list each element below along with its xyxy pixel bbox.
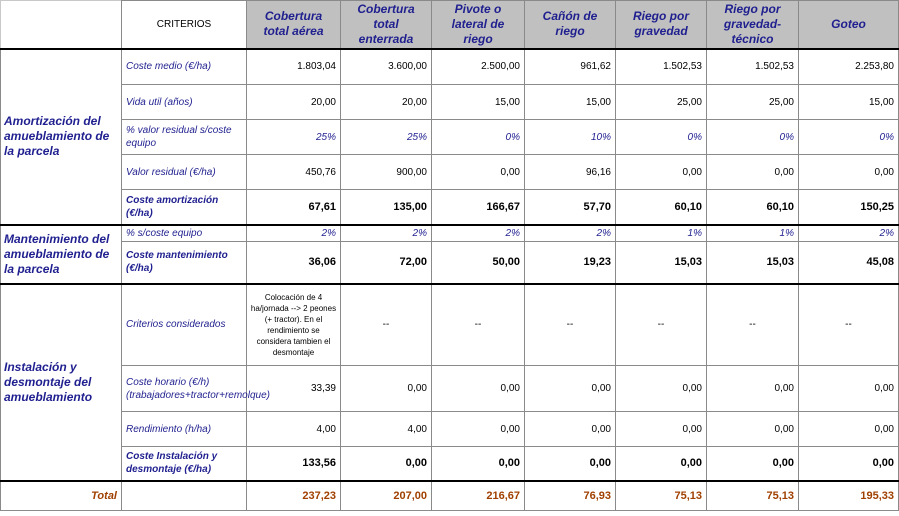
total-spacer xyxy=(122,481,247,511)
cell: 0,00 xyxy=(432,412,525,447)
cell: 0,00 xyxy=(707,366,799,412)
col-header-goteo: Goteo xyxy=(799,1,899,49)
col-header-gravedad: Riego por gravedad xyxy=(616,1,707,49)
col-header-pivote: Pivote o lateral de riego xyxy=(432,1,525,49)
total-cell: 75,13 xyxy=(616,481,707,511)
cell: 72,00 xyxy=(341,242,432,284)
table-row xyxy=(1,49,899,85)
cell: 900,00 xyxy=(341,155,432,190)
cell: -- xyxy=(432,284,525,366)
cell: 19,23 xyxy=(525,242,616,284)
row-label-coste-mantenimiento: Coste mantenimiento (€/ha) xyxy=(122,242,247,284)
col-header-cobertura-enterrada: Cobertura total enterrada xyxy=(341,1,432,49)
cell: 2.253,80 xyxy=(799,49,899,85)
table-row xyxy=(1,284,899,366)
cell: 0,00 xyxy=(525,447,616,481)
col-header-cobertura-aerea: Cobertura total aérea xyxy=(247,1,341,49)
cell: 0,00 xyxy=(432,447,525,481)
row-label-valor-residual-pct: % valor residual s/coste equipo xyxy=(122,120,247,155)
cell: 0,00 xyxy=(799,366,899,412)
cell: 0,00 xyxy=(799,155,899,190)
cell: 60,10 xyxy=(707,190,799,225)
row-label-coste-amortizacion: Coste amortización (€/ha) xyxy=(122,190,247,225)
cell: 15,00 xyxy=(799,85,899,120)
cell: -- xyxy=(707,284,799,366)
table-row xyxy=(1,366,899,412)
cell: 15,03 xyxy=(707,242,799,284)
cell: 0,00 xyxy=(525,412,616,447)
total-cell: 76,93 xyxy=(525,481,616,511)
section-mantenimiento: Mantenimiento del amueblamiento de la parcela xyxy=(1,225,122,284)
cell: 2% xyxy=(432,225,525,242)
row-label-vida-util: Vida util (años) xyxy=(122,85,247,120)
cell: 0% xyxy=(799,120,899,155)
cell: 20,00 xyxy=(247,85,341,120)
cell: 0,00 xyxy=(616,366,707,412)
cell: 961,62 xyxy=(525,49,616,85)
table-row xyxy=(1,412,899,447)
cell: 25,00 xyxy=(707,85,799,120)
cell: 2.500,00 xyxy=(432,49,525,85)
cell: 135,00 xyxy=(341,190,432,225)
table-row xyxy=(1,447,899,481)
cell: 166,67 xyxy=(432,190,525,225)
section-instalacion: Instalación y desmontaje del amueblamiento xyxy=(1,284,122,481)
cell: 1.502,53 xyxy=(707,49,799,85)
section-amortizacion: Amortización del amueblamiento de la parcela xyxy=(1,49,122,225)
cell-note: Colocación de 4 ha/jornada --> 2 peones (+ tractor). En el rendimiento se considera tambien el desmontaje xyxy=(247,284,341,366)
cell: 15,03 xyxy=(616,242,707,284)
cell: 0,00 xyxy=(432,366,525,412)
cell: -- xyxy=(341,284,432,366)
cell: 0,00 xyxy=(799,447,899,481)
criterios-header: CRITERIOS xyxy=(122,1,247,49)
table-row xyxy=(1,242,899,284)
row-label-rendimiento: Rendimiento (h/ha) xyxy=(122,412,247,447)
total-cell: 75,13 xyxy=(707,481,799,511)
cell: 1% xyxy=(707,225,799,242)
cell: 10% xyxy=(525,120,616,155)
cell: 0,00 xyxy=(707,412,799,447)
cell: 133,56 xyxy=(247,447,341,481)
cell: 33,39 xyxy=(247,366,341,412)
table-row xyxy=(1,85,899,120)
cell: 25% xyxy=(341,120,432,155)
cell: 1.502,53 xyxy=(616,49,707,85)
corner-cell xyxy=(1,1,122,49)
cell: 0,00 xyxy=(525,366,616,412)
cell: 0,00 xyxy=(341,366,432,412)
total-cell: 195,33 xyxy=(799,481,899,511)
table-row xyxy=(1,155,899,190)
cell: 0,00 xyxy=(707,155,799,190)
cell: 0,00 xyxy=(799,412,899,447)
cell: 15,00 xyxy=(525,85,616,120)
total-cell: 216,67 xyxy=(432,481,525,511)
cell: 2% xyxy=(341,225,432,242)
total-cell: 237,23 xyxy=(247,481,341,511)
row-label-coste-instalacion: Coste Instalación y desmontaje (€/ha) xyxy=(122,447,247,481)
cell: 0,00 xyxy=(707,447,799,481)
cell: 2% xyxy=(247,225,341,242)
cell: -- xyxy=(799,284,899,366)
table-row xyxy=(1,190,899,225)
cell: 96,16 xyxy=(525,155,616,190)
table-row xyxy=(1,225,899,242)
cell: 36,06 xyxy=(247,242,341,284)
cell: 50,00 xyxy=(432,242,525,284)
cell: 67,61 xyxy=(247,190,341,225)
cell: -- xyxy=(616,284,707,366)
cell: 60,10 xyxy=(616,190,707,225)
total-label: Total xyxy=(1,481,122,511)
col-header-gravedad-tecnico: Riego por gravedad-técnico xyxy=(707,1,799,49)
cell: 0,00 xyxy=(432,155,525,190)
cell: 57,70 xyxy=(525,190,616,225)
table-row xyxy=(1,120,899,155)
header-row xyxy=(1,1,899,49)
cell: 0% xyxy=(707,120,799,155)
cell: 1.803,04 xyxy=(247,49,341,85)
cell: 0,00 xyxy=(616,412,707,447)
cell: 2% xyxy=(525,225,616,242)
cell: 25,00 xyxy=(616,85,707,120)
row-label-criterios-considerados: Criterios considerados xyxy=(122,284,247,366)
cell: 3.600,00 xyxy=(341,49,432,85)
cell: 4,00 xyxy=(247,412,341,447)
cell: -- xyxy=(525,284,616,366)
cell: 0,00 xyxy=(341,447,432,481)
col-header-canon: Cañón de riego xyxy=(525,1,616,49)
cell: 450,76 xyxy=(247,155,341,190)
cell: 0% xyxy=(432,120,525,155)
row-label-coste-medio: Coste medio (€/ha) xyxy=(122,49,247,85)
row-label-valor-residual: Valor residual (€/ha) xyxy=(122,155,247,190)
cell: 0% xyxy=(616,120,707,155)
cell: 0,00 xyxy=(616,155,707,190)
cell: 25% xyxy=(247,120,341,155)
cell: 4,00 xyxy=(341,412,432,447)
cell: 150,25 xyxy=(799,190,899,225)
cell: 1% xyxy=(616,225,707,242)
cell: 0,00 xyxy=(616,447,707,481)
total-row xyxy=(1,481,899,511)
total-cell: 207,00 xyxy=(341,481,432,511)
row-label-pct-coste-equipo: % s/coste equipo xyxy=(122,225,247,242)
row-label-coste-horario: Coste horario (€/h) (trabajadores+tractor+remolque) xyxy=(122,366,247,412)
cell: 20,00 xyxy=(341,85,432,120)
cell: 2% xyxy=(799,225,899,242)
cell: 45,08 xyxy=(799,242,899,284)
cell: 15,00 xyxy=(432,85,525,120)
